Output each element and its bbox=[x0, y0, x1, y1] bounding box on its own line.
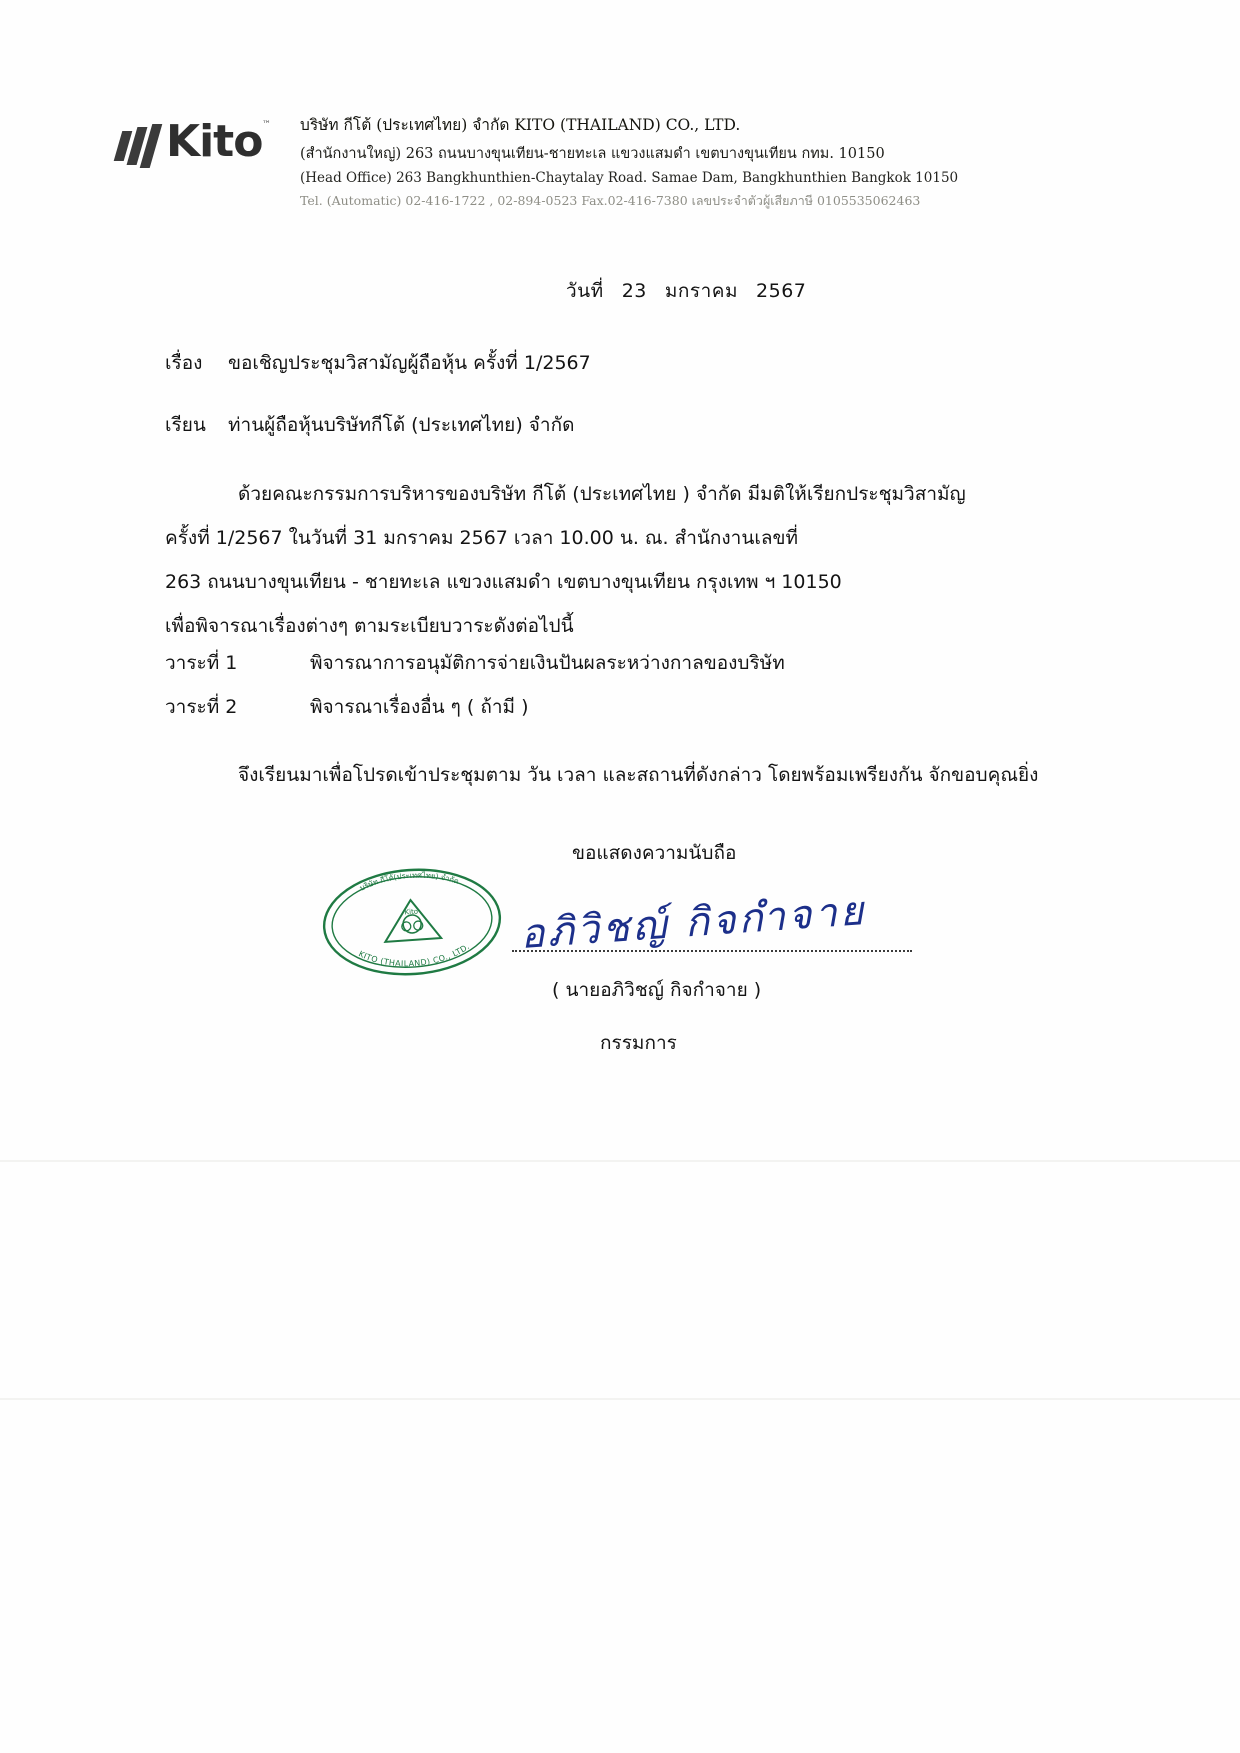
respect-line: ขอแสดงความนับถือ bbox=[572, 842, 737, 864]
agenda-item-1-text: พิจารณาการอนุมัติการจ่ายเงินปันผลระหว่างกาลของบริษัท bbox=[310, 652, 785, 674]
body-paragraph-line-4: เพื่อพิจารณาเรื่องต่างๆ ตามระเบียบวาระดังต่อไปนี้ bbox=[165, 615, 574, 637]
signer-title: กรรมการ bbox=[600, 1032, 677, 1054]
address-line-en-office: (Head Office) 263 Bangkhunthien-Chaytalay Road. Samae Dam, Bangkhunthien Bangkok 10150 bbox=[300, 170, 959, 186]
agenda-item-2-label: วาระที่ 2 bbox=[165, 696, 238, 718]
recipient-text: ท่านผู้ถือหุ้นบริษัทกีโต้ (ประเทศไทย) จำกัด bbox=[228, 414, 575, 436]
agenda-item-2-text: พิจารณาเรื่องอื่น ๆ ( ถ้ามี ) bbox=[310, 696, 529, 718]
scan-artifact bbox=[0, 1398, 1240, 1400]
body-paragraph-line-2: ครั้งที่ 1/2567 ในวันที่ 31 มกราคม 2567 เวลา 10.00 น. ณ. สำนักงานเลขที่ bbox=[165, 527, 798, 549]
kito-logo bbox=[118, 116, 271, 176]
scan-artifact bbox=[0, 1160, 1240, 1162]
svg-text:KITO (THAILAND) CO., LTD. bbox=[357, 942, 473, 972]
seal-inner-text: Kito bbox=[404, 907, 419, 917]
date-day: 23 bbox=[621, 280, 647, 302]
address-line-th-office: (สำนักงานใหญ่) 263 ถนนบางขุนเทียน-ชายทะเล แขวงแสมดำ เขตบางขุนเทียน กทม. 10150 bbox=[300, 146, 885, 162]
subject-label: เรื่อง bbox=[165, 352, 203, 374]
subject-text: ขอเชิญประชุมวิสามัญผู้ถือหุ้น ครั้งที่ 1/2567 bbox=[228, 352, 591, 374]
handwritten-signature: อภิวิชญ์ กิจกำจาย bbox=[518, 887, 868, 959]
document-date bbox=[566, 276, 806, 306]
logo-wordmark: Kito bbox=[166, 116, 263, 167]
body-paragraph-line-3: 263 ถนนบางขุนเทียน - ชายทะเล แขวงแสมดำ เขตบางขุนเทียน กรุงเทพ ฯ 10150 bbox=[165, 571, 842, 593]
body-paragraph-line-1: ด้วยคณะกรรมการบริหารของบริษัท กีโต้ (ประเทศไทย ) จำกัด มีมติให้เรียกประชุมวิสามัญ bbox=[238, 483, 966, 505]
address-line-th-name: บริษัท กีโต้ (ประเทศไทย) จำกัด KITO (THAILAND) CO., LTD. bbox=[300, 116, 741, 134]
signature-line bbox=[512, 950, 912, 952]
company-seal bbox=[308, 859, 515, 985]
seal-top-text: บริษัท กีโต้(ประเทศไทย) จำกัด bbox=[358, 870, 461, 893]
signer-name: ( นายอภิวิชญ์ กิจกำจาย ) bbox=[552, 979, 762, 1001]
recipient-label: เรียน bbox=[165, 414, 206, 436]
closing-paragraph: จึงเรียนมาเพื่อโปรดเข้าประชุมตาม วัน เวลา และสถานที่ดังกล่าว โดยพร้อมเพรียงกัน จักขอบคุณยิ่ง bbox=[238, 764, 1039, 786]
company-address-block bbox=[300, 112, 1120, 211]
agenda-item-1-label: วาระที่ 1 bbox=[165, 652, 238, 674]
address-line-contact: Tel. (Automatic) 02-416-1722 , 02-894-0523 Fax.02-416-7380 เลขประจำตัวผู้เสียภาษี 0105535062463 bbox=[300, 193, 921, 208]
seal-bottom-text: KITO (THAILAND) CO., LTD. bbox=[357, 941, 472, 969]
letterhead bbox=[0, 96, 1240, 236]
trademark-symbol: ™ bbox=[262, 120, 271, 130]
logo-chevron-icon bbox=[118, 124, 164, 168]
date-prefix-label: วันที่ bbox=[566, 280, 604, 302]
date-month: มกราคม bbox=[664, 280, 739, 302]
date-year: 2567 bbox=[756, 280, 807, 302]
